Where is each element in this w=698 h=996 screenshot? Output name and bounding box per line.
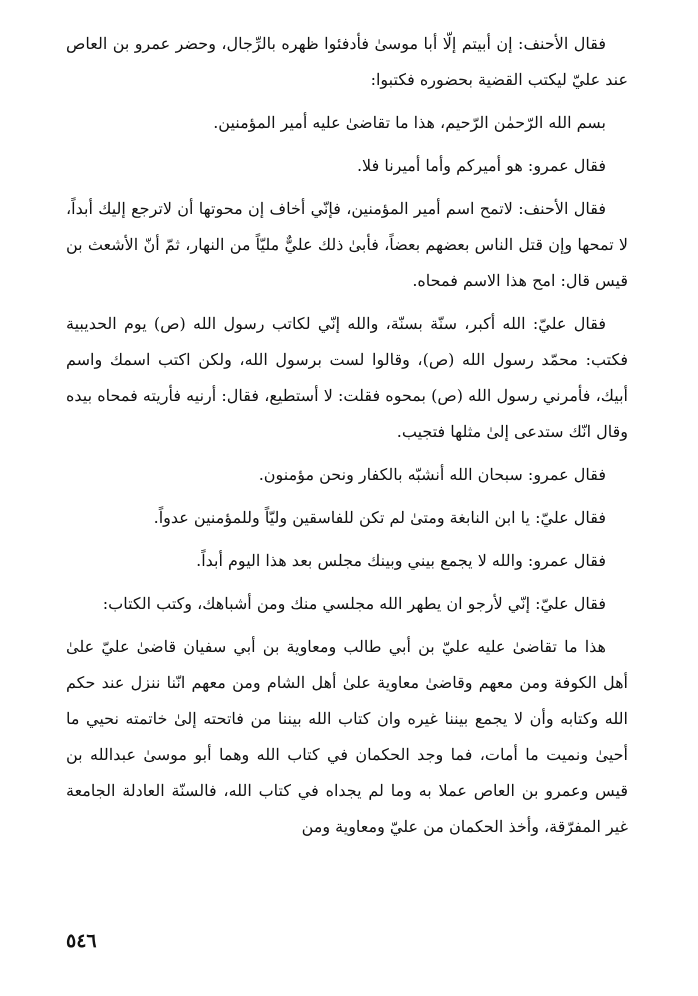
- paragraph-amr-reply: فقال عمرو: هو أميركم وأما أميرنا فلا.: [356, 156, 606, 175]
- page-number: ٥٤٦: [66, 930, 97, 952]
- paragraph-amr-oath: فقال عمرو: والله لا يجمع بيني وبينك مجلس بعد هذا اليوم أبداً.: [196, 551, 606, 570]
- paragraph-ahnaf-advice: فقال الأحنف: إن أبيتم إلّا أبا موسىٰ فأدفئوا ظهره بالرِّجال، وحضر عمرو بن العاص عند عليّ ليكتب القضية بحضوره فكتبوا:: [66, 34, 628, 89]
- paragraph-ahnaf-warning: فقال الأحنف: لاتمح اسم أمير المؤمنين، فإنّي أخاف إن محوتها أن لاترجع إليك أبداً، لا تمحها وإن قتل الناس بعضهم بعضاً، فأبىٰ ذلك عليٌّ مليّاً من النهار، ثمّ أنّ الأشعث بن قيس قال: امح هذا الاسم فمحاه.: [66, 199, 628, 290]
- paragraph-basmala: بسم الله الرّحمٰن الرّحيم، هذا ما تقاضىٰ عليه أمير المؤمنين.: [213, 113, 606, 132]
- paragraph-ali-response: فقال عليّ: يا ابن النابغة ومتىٰ لم تكن للفاسقين وليّاً وللمؤمنين عدواً.: [153, 508, 606, 527]
- paragraph-arbitration-document: هذا ما تقاضىٰ عليه عليّ بن أبي طالب ومعاوية بن أبي سفيان قاضىٰ عليّ علىٰ أهل الكوفة ومن معهم وقاضىٰ معاوية علىٰ أهل الشام ومن معهم انّنا ننزل عند حكم الله وكتابه وأن لا يجمع بيننا غيره وان كتاب الله بيننا من فاتحته إلىٰ خاتمته نحيي ما أحيىٰ ونميت ما أمات، فما وجد الحكمان في كتاب الله وهما أبو موسىٰ عبدالله بن قيس وعمرو بن العاص عملا به وما لم يجداه في كتاب الله، فالسنّة العادلة الجامعة غير المفرّقة، وأخذ الحكمان من عليّ ومعاوية ومن: [66, 637, 629, 836]
- paragraph-ali-hope: فقال عليّ: إنّي لأرجو ان يطهر الله مجلسي منك ومن أشباهك، وكتب الكتاب:: [102, 594, 606, 613]
- paragraph-ali-hudaybiyya: فقال عليّ: الله أكبر، سنّة بسنّة، والله إنّي لكاتب رسول الله (ص) يوم الحديبية فكتب: محمّد رسول الله (ص)، وقالوا لست برسول الله، ولكن اكتب اسمك واسم أبيك، فأمرني رسول الله (ص) بمحوه فقلت: لا أستطيع، فقال: أرنيه فأريته فمحاه بيده وقال انّك ستدعى إلىٰ مثلها فتجيب.: [66, 314, 629, 441]
- paragraph-amr-objection: فقال عمرو: سبحان الله أنشبّه بالكفار ونحن مؤمنون.: [258, 465, 606, 484]
- document-page: [66, 26, 628, 854]
